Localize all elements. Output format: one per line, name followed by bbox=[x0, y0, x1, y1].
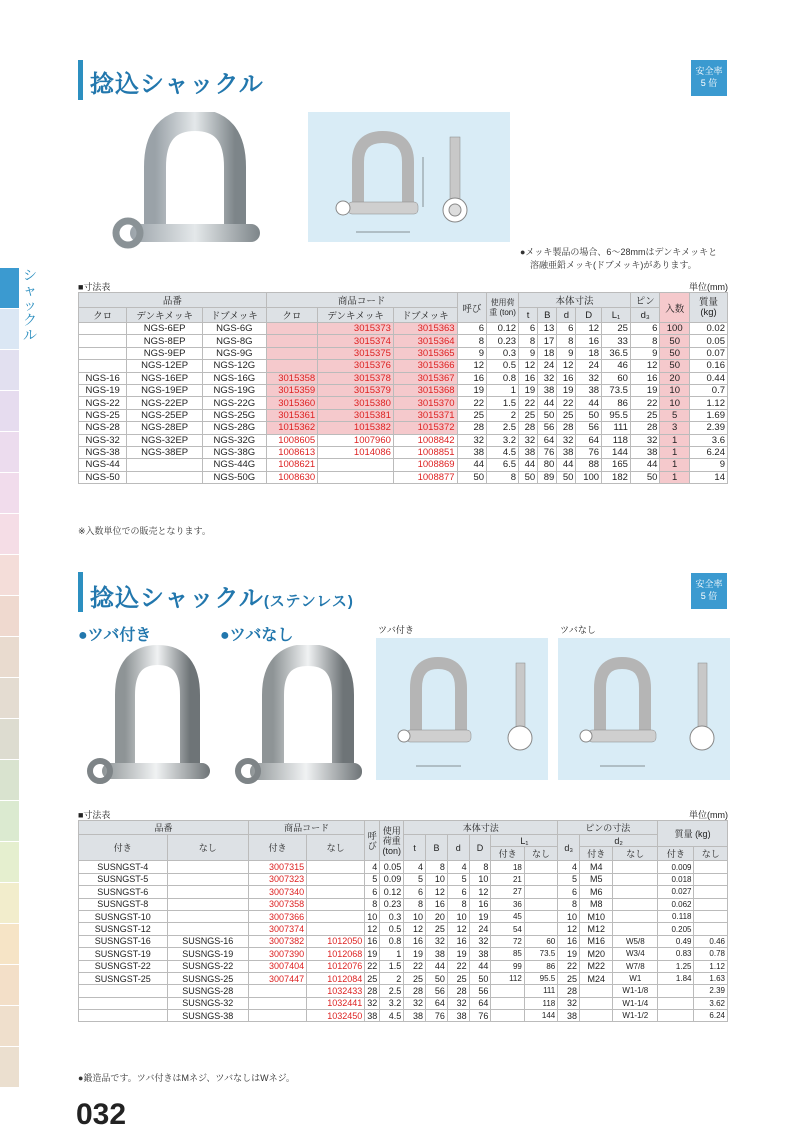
table-row: SUSNGST-8 3007358 8 0.23 8 16 8 16 36 8 M8 0.062 bbox=[79, 898, 728, 910]
diagram-collar-caption: ツバ付き bbox=[378, 625, 414, 635]
table-row: NGS-9EP NGS-9G 3015375 3015365 9 0.3 9 18 9 18 36.5 9 50 0.07 bbox=[79, 347, 728, 359]
table-row: NGS-19 NGS-19EP NGS-19G 3015359 3015379 3015368 19 1 19 38 19 38 73.5 19 10 0.7 bbox=[79, 384, 728, 396]
table-row: NGS-38 NGS-38EP NGS-38G 1008613 1014086 1008851 38 4.5 38 76 38 76 144 38 1 6.24 bbox=[79, 446, 728, 458]
table-row: NGS-25 NGS-25EP NGS-25G 3015361 3015381 3015371 25 2 25 50 25 50 95.5 25 5 1.69 bbox=[79, 409, 728, 421]
table2-footnote: ●鍛造品です。ツバ付きはMネジ、ツバなしはWネジ。 bbox=[78, 1073, 295, 1083]
table-row: SUSNGS-32 1032441 32 3.2 32 64 32 64 118 32 W1-1/4 3.62 bbox=[79, 997, 728, 1009]
safety-factor-badge: 安全率 5 倍 bbox=[691, 60, 727, 96]
table-row: NGS-8EP NGS-8G 3015374 3015364 8 0.23 8 17 8 16 33 8 50 0.05 bbox=[79, 335, 728, 347]
diagram-no-collar-caption: ツバなし bbox=[560, 625, 596, 635]
table2-caption: ■寸法表 bbox=[78, 810, 111, 820]
safety-factor-badge-2: 安全率 5 倍 bbox=[691, 573, 727, 609]
section2-title-bar bbox=[78, 572, 83, 612]
table-row: SUSNGS-28 1032433 28 2.5 28 56 28 56 111 28 W1-1/8 2.39 bbox=[79, 985, 728, 997]
table-row: SUSNGST-6 3007340 6 0.12 6 12 6 12 27 6 M6 0.027 bbox=[79, 886, 728, 898]
table-row: SUSNGST-10 3007366 10 0.3 10 20 10 19 45 10 M10 0.118 bbox=[79, 910, 728, 922]
with-collar-label: ●ツバ付き bbox=[78, 627, 152, 644]
side-label: シャックル bbox=[23, 267, 37, 343]
shackle-photo bbox=[100, 112, 280, 262]
dimension-diagram bbox=[308, 112, 510, 242]
table-row: NGS-32 NGS-32EP NGS-32G 1008605 1007960 1008842 32 3.2 32 64 32 64 118 32 1 3.6 bbox=[79, 434, 728, 446]
dimension-diagram-collar bbox=[376, 638, 548, 780]
section2-title: 捻込シャックル(ステンレス) bbox=[90, 585, 354, 612]
table-row: SUSNGST-22 SUSNGS-22 3007404 1012076 22 1.5 22 44 22 44 99 86 22 M22 W7/8 1.25 1.12 bbox=[79, 960, 728, 972]
table1-caption: ■寸法表 bbox=[78, 282, 111, 292]
dimension-table-1: 品番 商品コード 呼び 使用荷重 (ton) 本体寸法 ピン 入数 質量 (kg) クロ デンキメッキ ドブメッキ クロ デンキメッキ ドブメッキ t B d D L₁ d₃ NGS-6EP NGS-6G 3015373 3015363 6 0.12 6 13 6 12 25 6 100 0.02 NGS-8EP NGS-8G 3015374 3015364 8 0.23 8 17 8 16 33 8 50 0.05 NGS-9EP NGS-9G 3015375 3015365 9 0.3 9 18 9 18 36.5 9 50 0.07 NGS-12EP NGS-12G 3015376 3015366 12 0.5 12 24 12 24 46 12 50 0.16 NGS-16 NGS-16EP NGS-16G 3015358 3015378 3015367 16 0.8 16 32 16 32 60 16 20 0.44 NGS-19 NGS-19EP NGS-19G 3015359 3015379 3015368 19 1 19 38 19 38 73.5 19 10 0.7 NGS-22 NGS-22EP NGS-22G 3015360 3015380 3015370 22 1.5 22 44 22 44 86 22 10 1.12 NGS-25 NGS-25EP NGS-25G 3015361 3015381 3015371 25 2 25 50 25 50 95.5 25 5 1.69 NGS-28 NGS-28EP NGS-28G 1015362 1015382 1015372 28 2.5 28 56 28 56 111 28 3 2.39 NGS-32 NGS-32EP NGS-32G 1008605 1007960 1008842 32 3.2 32 64 32 64 118 32 1 3.6 NGS-38 NGS-38EP NGS-38G 1008613 1014086 1008851 38 4.5 38 76 38 76 144 38 1 6.24 NGS-44 NGS-44G 1008621 1008869 44 6.5 44 80 44 88 165 44 1 9 NGS-50 NGS-50G 1008630 1008877 50 8 50 89 50 100 182 50 1 14 bbox=[78, 292, 728, 484]
table1-footnote: ※入数単位での販売となります。 bbox=[78, 526, 211, 536]
table-row: NGS-50 NGS-50G 1008630 1008877 50 8 50 89 50 100 182 50 1 14 bbox=[79, 471, 728, 483]
plating-note: ●メッキ製品の場合、6～28mmはデンキメッキと 溶融亜鉛メッキ(ドブメッキ)があります。 bbox=[520, 247, 718, 270]
table-row: NGS-22 NGS-22EP NGS-22G 3015360 3015380 3015370 22 1.5 22 44 22 44 86 22 10 1.12 bbox=[79, 397, 728, 409]
table-row: NGS-12EP NGS-12G 3015376 3015366 12 0.5 12 24 12 24 46 12 50 0.16 bbox=[79, 360, 728, 372]
side-index-tabs bbox=[0, 268, 19, 1088]
table-row: SUSNGS-38 1032450 38 4.5 38 76 38 76 144 38 W1-1/2 6.24 bbox=[79, 1010, 728, 1022]
table-row: NGS-6EP NGS-6G 3015373 3015363 6 0.12 6 13 6 12 25 6 100 0.02 bbox=[79, 323, 728, 335]
without-collar-label: ●ツバなし bbox=[220, 627, 294, 644]
section1-title-bar bbox=[78, 60, 83, 100]
table-row: SUSNGST-16 SUSNGS-16 3007382 1012050 16 0.8 16 32 16 32 72 60 16 M16 W5/8 0.49 0.46 bbox=[79, 935, 728, 947]
table-row: NGS-16 NGS-16EP NGS-16G 3015358 3015378 3015367 16 0.8 16 32 16 32 60 16 20 0.44 bbox=[79, 372, 728, 384]
table-row: NGS-28 NGS-28EP NGS-28G 1015362 1015382 1015372 28 2.5 28 56 28 56 111 28 3 2.39 bbox=[79, 422, 728, 434]
table1-unit: 単位(mm) bbox=[689, 282, 728, 292]
stainless-shackle-collar-photo bbox=[80, 645, 220, 795]
stainless-shackle-no-collar-photo bbox=[228, 645, 370, 795]
table-row: SUSNGST-25 SUSNGS-25 3007447 1012084 25 2 25 50 25 50 112 95.5 25 M24 W1 1.84 1.63 bbox=[79, 972, 728, 984]
table2-unit: 単位(mm) bbox=[689, 810, 728, 820]
section1-title: 捻込シャックル bbox=[90, 71, 264, 98]
table-row: NGS-44 NGS-44G 1008621 1008869 44 6.5 44 80 44 88 165 44 1 9 bbox=[79, 459, 728, 471]
table-row: SUSNGST-5 3007323 5 0.09 5 10 5 10 21 5 M5 0.018 bbox=[79, 873, 728, 885]
dimension-table-2: 品番 商品コード 呼び 使用荷重 (ton) 本体寸法 ピンの寸法 質量 (kg) 付き なし 付き なし t B d D L₁ d₃ d₂ 付き なし 付き なし 付き なし SUSNGST-4 3007315 4 0.05 4 8 4 8 18 4 M4 0.009 SUSNGST-5 3007323 5 0.09 5 10 5 10 21 5 M5 0.018 SUSNGST-6 3007340 6 0.12 6 12 6 12 27 6 M6 0.027 SUSNGST-8 3007358 8 0.23 8 16 8 16 36 8 M8 0.062 SUSNGST-10 3007366 10 0.3 10 20 10 19 45 10 M10 0.118 SUSNGST-12 3007374 12 0.5 12 25 12 24 54 12 M12 0.205 SUSNGST-16 SUSNGS-16 3007382 1012050 16 0.8 16 32 16 32 72 60 16 M16 W5/8 0.49 0.46 SUSNGST-19 SUSNGS-19 3007390 1012068 19 1 19 38 19 38 85 73.5 19 M20 W3/4 0.83 0.78 SUSNGST-22 SUSNGS-22 3007404 1012076 22 1.5 22 44 22 44 99 86 22 M22 W7/8 1.25 1.12 SUSNGST-25 SUSNGS-25 3007447 1012084 25 2 25 50 25 50 112 95.5 25 M24 W1 1.84 1.63 SUSNGS-28 1032433 28 2.5 28 56 28 56 111 28 W1-1/8 2.39 SUSNGS-32 1032441 32 3.2 32 64 32 64 118 32 W1-1/4 3.62 SUSNGS-38 1032450 38 4.5 38 76 38 76 144 38 W1-1/2 6.24 bbox=[78, 820, 728, 1022]
page-number: 032 bbox=[76, 1098, 127, 1131]
table-row: SUSNGST-4 3007315 4 0.05 4 8 4 8 18 4 M4 0.009 bbox=[79, 861, 728, 873]
dimension-diagram-no-collar bbox=[558, 638, 730, 780]
table-row: SUSNGST-19 SUSNGS-19 3007390 1012068 19 1 19 38 19 38 85 73.5 19 M20 W3/4 0.83 0.78 bbox=[79, 948, 728, 960]
table-row: SUSNGST-12 3007374 12 0.5 12 25 12 24 54 12 M12 0.205 bbox=[79, 923, 728, 935]
